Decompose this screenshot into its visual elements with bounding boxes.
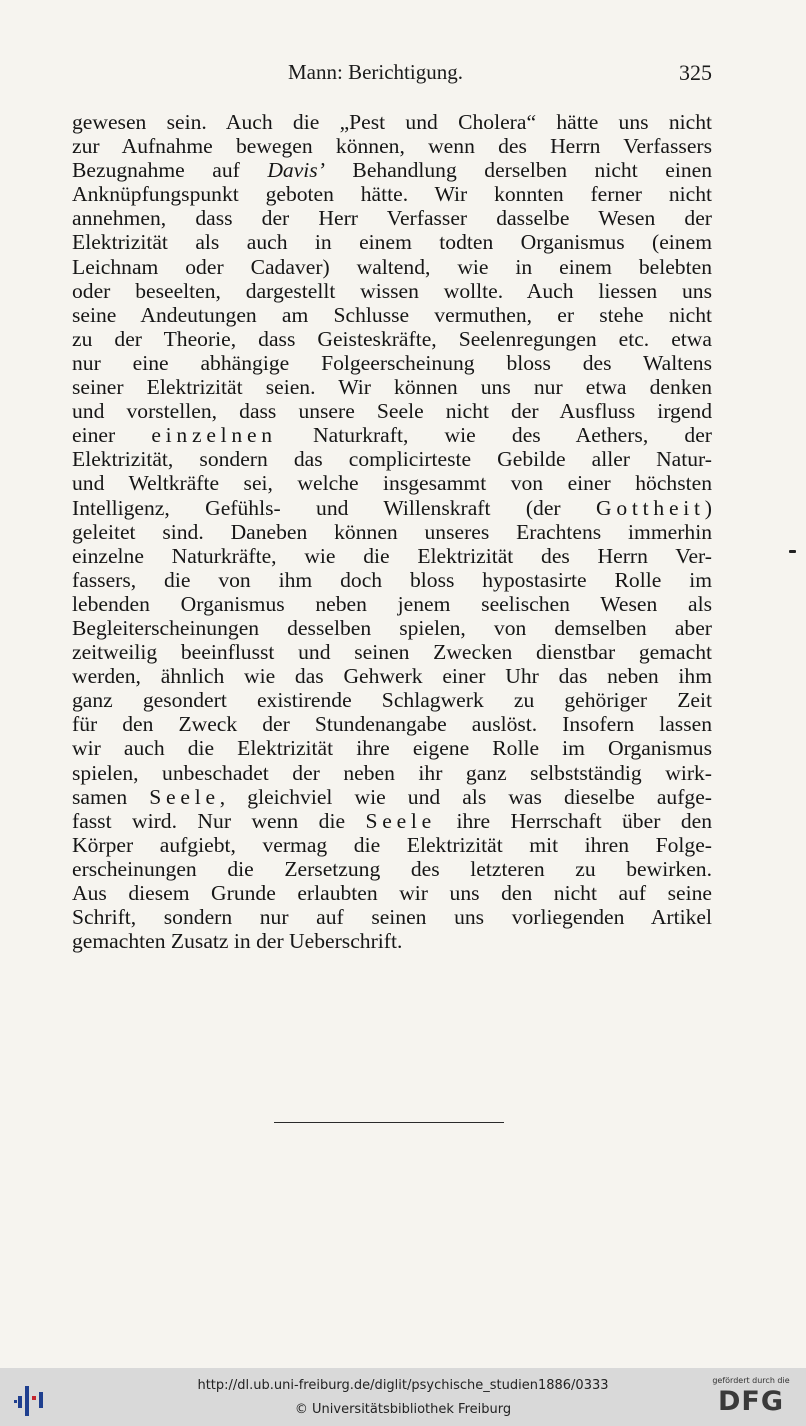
text-line: erscheinungen die Zersetzung des letzteren zu bewirken. [72,856,712,881]
text-line [72,158,712,182]
text-line: Schrift, sondern nur auf seinen uns vorliegenden Artikel [72,905,712,930]
copyright-notice: © Universitätsbibliothek Freiburg [294,1402,512,1417]
text-span: ihre Herrschaft über den [436,808,712,833]
dfg-tagline: gefördert durch die [712,1376,790,1385]
text-line: fassers, die von ihm doch bloss hypostasirte Rolle im [72,567,712,592]
text-line: Aus diesem Grunde erlaubten wir uns den nicht auf seine [72,881,712,905]
text-line: seiner Elektrizität seien. Wir können uns nur etwa denken [72,375,712,400]
text-line: zu der Theorie, dass Geisteskräfte, Seelenregungen etc. etwa [72,326,712,351]
text-line: für den Zweck der Stundenangabe auslöst. Insofern lassen [72,712,712,737]
running-title: Mann: Berichtigung. [288,60,463,84]
text-line: seine Andeutungen am Schlusse vermuthen, er stehe nicht [72,302,712,327]
text-line: Begleiterscheinungen desselben spielen, von demselben aber [72,615,712,640]
body-text [72,110,712,953]
text-line: gemachten Zusatz in der Ueberschrift. [72,929,403,954]
spaced-emphasis: Gottheit [596,495,705,520]
spaced-emphasis: Seele [149,784,220,809]
text-line: Körper aufgiebt, vermag die Elektrizität mit ihren Folge- [72,832,712,857]
text-line: zur Aufnahme bewegen können, wenn des Herrn Verfassers [72,134,712,159]
italic-name: Davis’ [267,158,325,183]
text-span: Naturkraft, wie des Aethers, der [276,423,712,448]
text-line: oder beseelten, dargestellt wissen wollte. Auch liessen uns [72,278,712,303]
text-line [72,423,712,447]
text-line: Elektrizität als auch in einem todten Organismus (einem [72,230,712,255]
spaced-emphasis: Seele [365,808,437,833]
text-line: spielen, unbeschadet der neben ihr ganz selbstständig wirk- [72,760,712,785]
section-rule [274,1122,504,1123]
text-span: samen [72,784,150,809]
text-span: Behandlung derselben nicht einen [324,158,712,183]
text-span: einer [72,423,152,448]
margin-mark [789,550,796,553]
text-line: annehmen, dass der Herr Verfasser dasselbe Wesen der [72,206,712,231]
text-line [72,496,712,520]
text-line: einzelne Naturkräfte, wie die Elektrizität des Herrn Ver- [72,543,712,568]
text-line [72,809,712,833]
text-line: Leichnam oder Cadaver) waltend, wie in einem belebten [72,254,712,279]
text-line: zeitweilig beeinflusst und seinen Zwecken dienstbar gemacht [72,640,712,665]
text-span: Bezugnahme auf [72,158,268,183]
text-line: Elektrizität, sondern das complicirteste Gebilde aller Natur- [72,447,712,472]
text-line: gewesen sein. Auch die „Pest und Cholera“ hätte uns nicht [72,110,712,134]
dfg-logo[interactable]: DFG [717,1386,785,1417]
page-number: 325 [679,60,712,85]
viewer-footer [0,1368,806,1426]
text-line: ganz gesondert existirende Schlagwerk zu gehöriger Zeit [72,688,712,713]
text-span: fasst wird. Nur wenn die [72,808,366,833]
document-url-link[interactable]: http://dl.ub.uni-freiburg.de/diglit/psychische_studien1886/0333 [197,1378,609,1393]
text-line: und vorstellen, dass unsere Seele nicht der Ausfluss irgend [72,399,712,424]
text-line: werden, ähnlich wie das Gehwerk einer Uhr das neben ihm [72,664,712,689]
running-header [72,60,712,90]
text-line: wir auch die Elektrizität ihre eigene Rolle im Organismus [72,736,712,761]
text-line: lebenden Organismus neben jenem seelischen Wesen als [72,591,712,616]
text-line: geleitet sind. Daneben können unseres Erachtens immerhin [72,519,712,544]
text-line: Anknüpfungspunkt geboten hätte. Wir konnten ferner nicht [72,182,712,207]
spaced-emphasis: einzelnen [151,423,277,448]
text-line: nur eine abhängige Folgeerscheinung bloss des Waltens [72,350,712,375]
text-span: ) [704,495,712,520]
text-span: , gleichviel wie und als was dieselbe aufge- [219,784,712,809]
text-span: Intelligenz, Gefühls- und Willenskraft (der [72,495,596,520]
text-line: und Weltkräfte sei, welche insgesammt von einer höchsten [72,471,712,496]
text-line [72,785,712,809]
